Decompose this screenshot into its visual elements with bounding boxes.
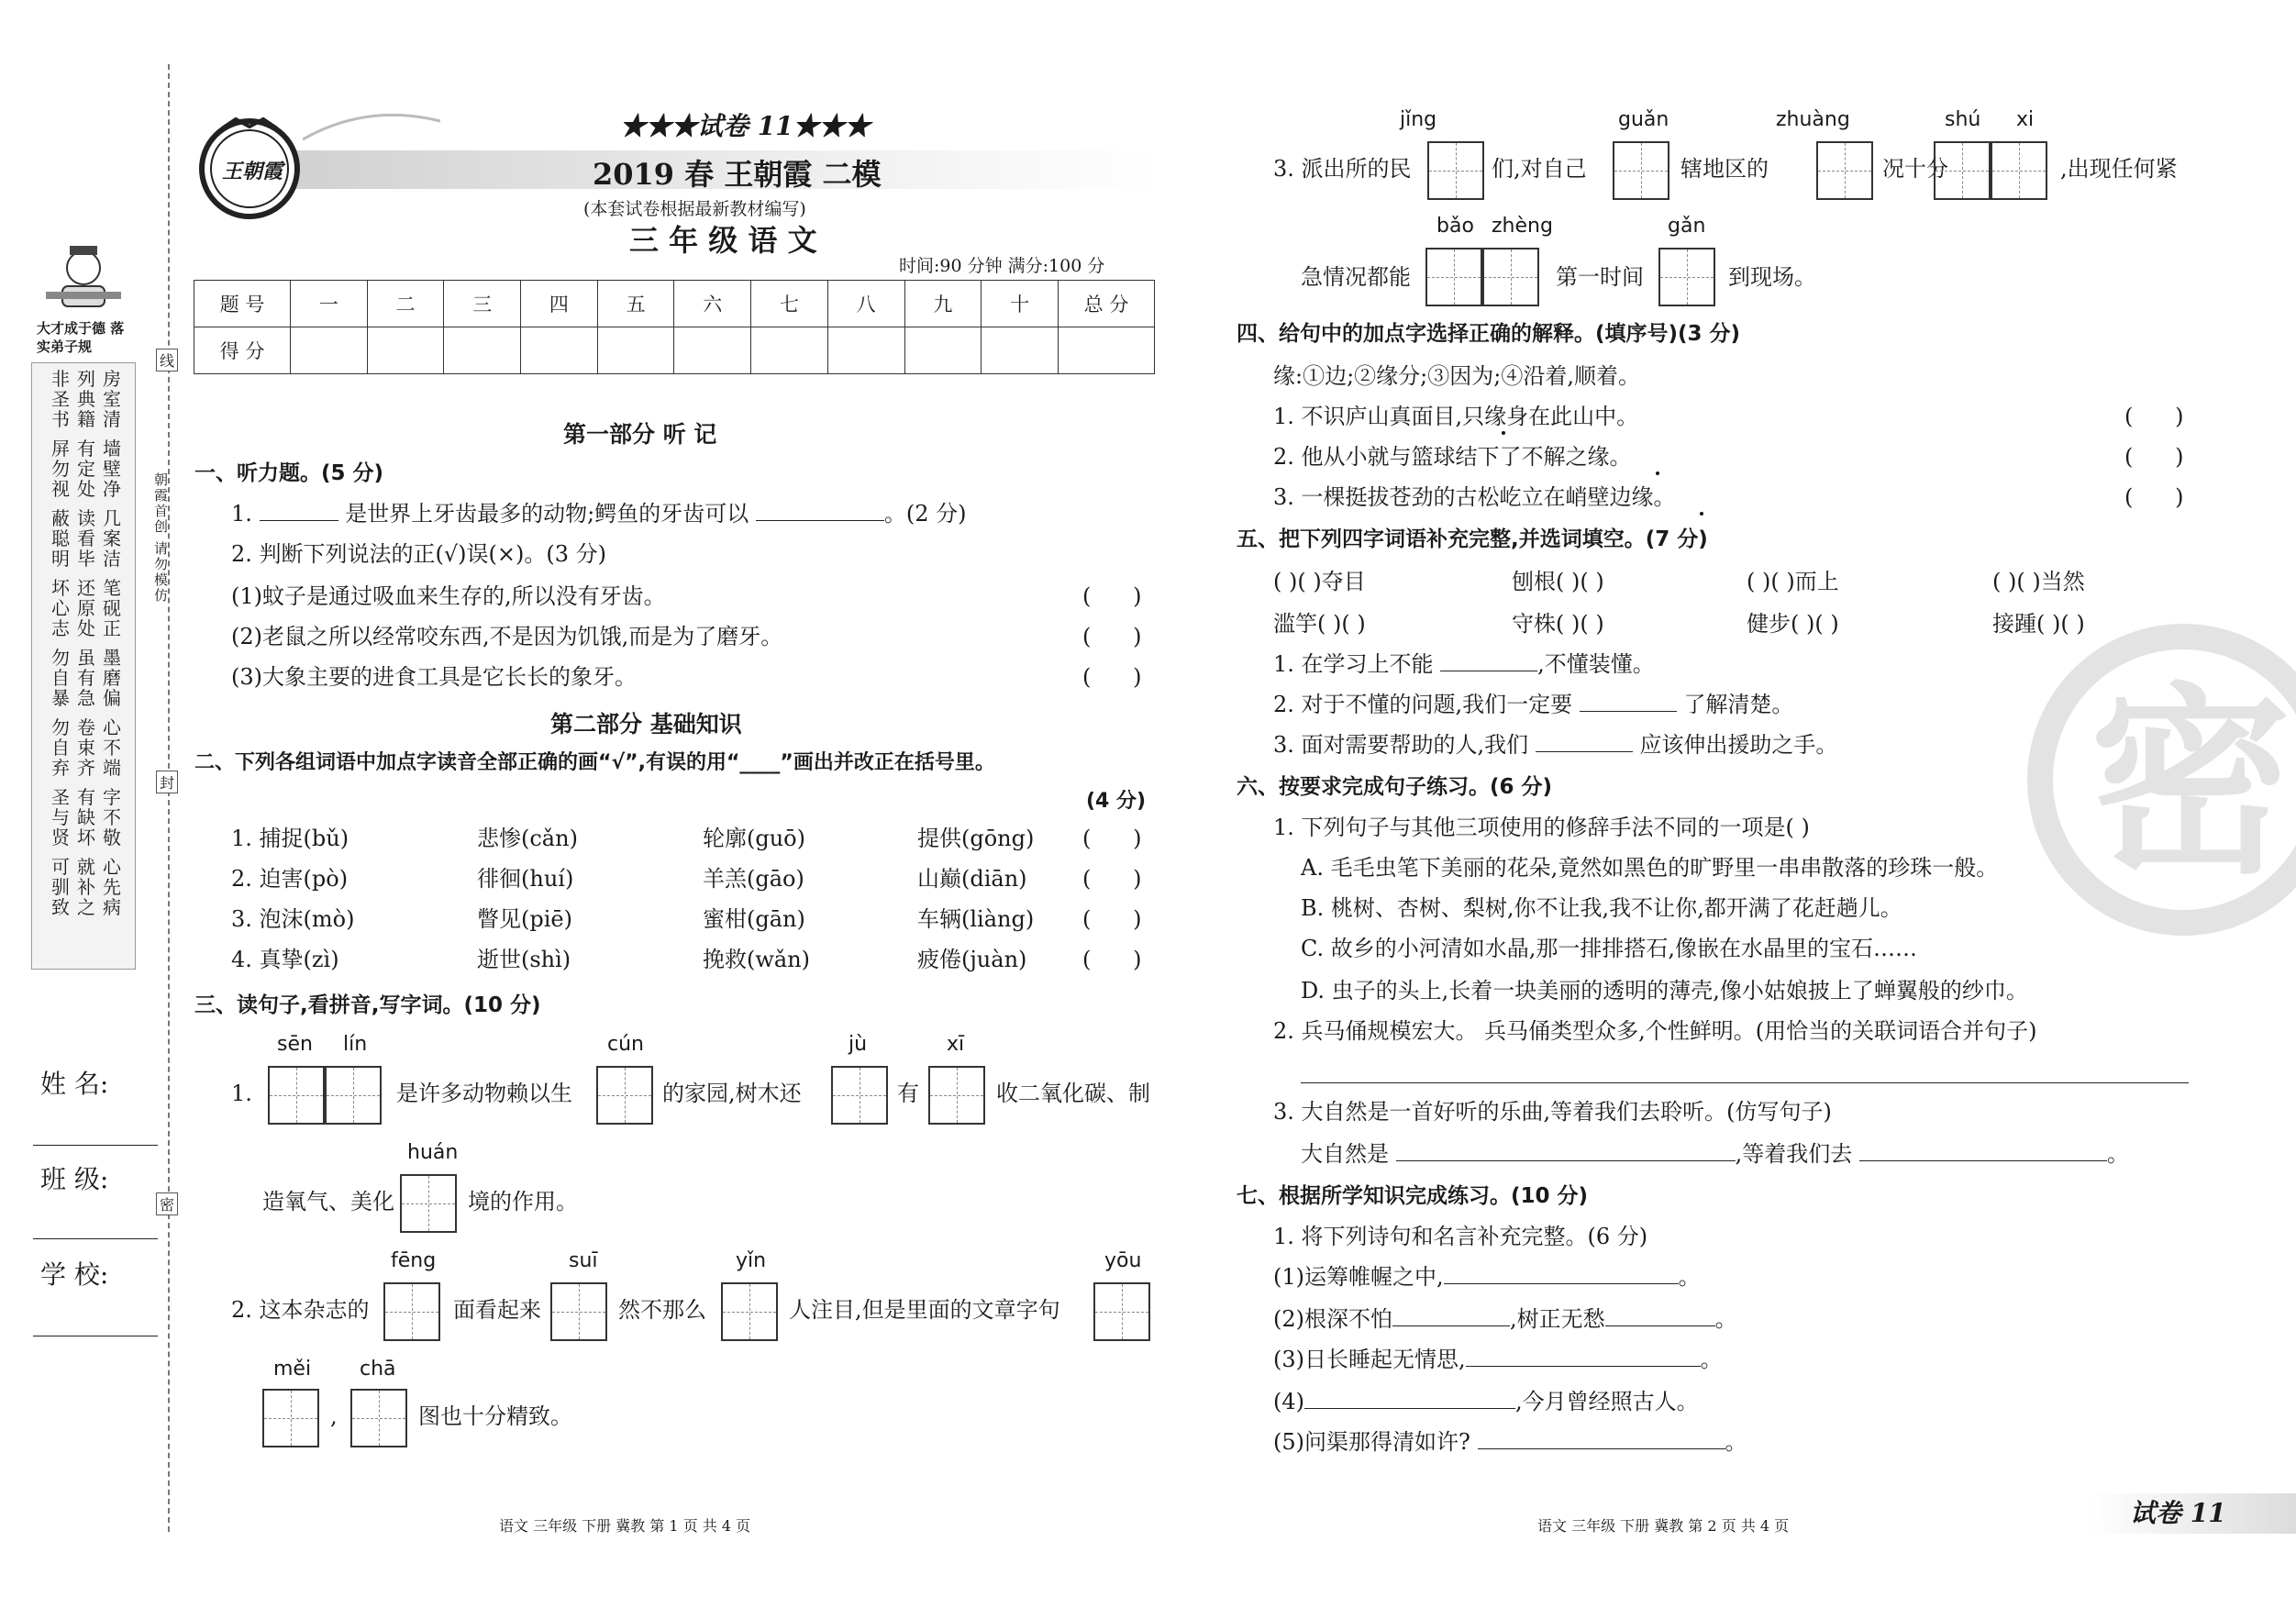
secret-stamp-watermark: [2027, 624, 2296, 936]
q7-p5a: (5)问渠那得清如许?: [1273, 1429, 1470, 1455]
score-header-cell: 七: [751, 281, 828, 327]
hanzi-writing-grid[interactable]: [1093, 1282, 1150, 1341]
q3-text: ,出现任何紧: [2060, 156, 2178, 182]
rule-phrase: 勿自暴: [51, 647, 70, 709]
hanzi-writing-grid[interactable]: [1427, 141, 1484, 200]
q2-word: 轮廓(guō): [703, 826, 805, 851]
hanzi-writing-grid[interactable]: [1658, 248, 1715, 306]
q6-s3-fill: [1301, 1141, 2129, 1167]
q2-word: 羊羔(gāo): [703, 866, 804, 892]
hanzi-writing-grid[interactable]: [550, 1282, 607, 1341]
score-label-cell: 得 分: [194, 327, 291, 374]
pinyin-label: zhuàng: [1776, 108, 1850, 131]
ribbon-decoration: [303, 103, 440, 149]
footer-left: 语文 三年级 下册 冀教 第 1 页 共 4 页: [499, 1517, 751, 1535]
rule-phrase: 屏勿视: [51, 438, 70, 500]
q7-p5b: 。: [1725, 1429, 1747, 1455]
q3-text: 辖地区的: [1680, 156, 1769, 182]
q1-title: 一、听力题。(5 分): [194, 461, 384, 485]
q2-title: 二、下列各组词语中加点字读音全部正确的画“√”,有误的用“____”画出并改正在括号里。: [194, 751, 995, 774]
q2-answer[interactable]: ( ): [1082, 866, 1142, 892]
hanzi-writing-grid[interactable]: [596, 1066, 653, 1125]
q1-answer-2[interactable]: ( ): [1082, 624, 1142, 649]
q3-text: 有: [897, 1081, 919, 1106]
rule-phrase: 非圣书: [51, 368, 70, 430]
rule-phrase: 可驯致: [51, 856, 70, 918]
q2-answer[interactable]: ( ): [1082, 826, 1142, 851]
q5-idiom[interactable]: 滥竽( )( ): [1273, 611, 1366, 637]
emphasis-dot: [1656, 471, 1659, 475]
class-field[interactable]: [33, 1238, 158, 1239]
pinyin-label: shú: [1945, 108, 1981, 131]
rule-phrase: 心先病: [103, 856, 121, 918]
q6-blank1[interactable]: [1396, 1142, 1736, 1161]
hanzi-writing-grid[interactable]: [721, 1282, 778, 1341]
q2-word: 1. 捕捉(bǔ): [231, 826, 349, 851]
exam-name: 2019 春 王朝霞 二模: [593, 157, 882, 192]
emphasis-dot: [1700, 512, 1703, 516]
q5-s1a: 1. 在学习上不能: [1273, 651, 1434, 677]
rules-col-3: [103, 369, 125, 926]
score-input-cell[interactable]: [597, 327, 674, 374]
q3-text: 然不那么: [618, 1297, 706, 1323]
hanzi-writing-grid[interactable]: [325, 1066, 382, 1125]
side-mark-mi: 密: [156, 1192, 178, 1215]
q2-answer[interactable]: ( ): [1082, 906, 1142, 932]
q3-text: 3. 派出所的民: [1273, 156, 1412, 182]
pinyin-label: bǎo: [1436, 215, 1474, 238]
pinyin-label: suī: [569, 1249, 598, 1272]
score-header-cell: 一: [291, 281, 368, 327]
score-input-cell[interactable]: [367, 327, 444, 374]
side-mark-feng: 封: [156, 771, 178, 793]
score-input-cell[interactable]: [904, 327, 982, 374]
q3-text: 到现场。: [1728, 264, 1816, 290]
rule-phrase: 读看毕: [77, 507, 95, 570]
score-input-cell[interactable]: [291, 327, 368, 374]
score-input-cell[interactable]: [827, 327, 904, 374]
rule-phrase: 蔽聪明: [51, 507, 70, 570]
class-label: 班 级:: [40, 1164, 109, 1194]
q7-p1: [1273, 1264, 1701, 1290]
hanzi-writing-grid[interactable]: [1816, 141, 1873, 200]
q5-idiom[interactable]: ( )( )夺目: [1273, 569, 1366, 594]
rule-phrase: 墨磨偏: [103, 647, 121, 709]
score-header-cell: 总 分: [1059, 281, 1155, 327]
q4-def: 缘:①边;②缘分;③因为;④沿着,顺着。: [1273, 363, 1640, 389]
score-header-cell: 二: [367, 281, 444, 327]
q6-s3: 3. 大自然是一首好听的乐曲,等着我们去聆听。(仿写句子): [1273, 1099, 1832, 1125]
pinyin-label: gǎn: [1668, 215, 1706, 238]
q6-s2-answer-line[interactable]: [1301, 1082, 2189, 1083]
score-input-cell[interactable]: [674, 327, 751, 374]
q6-option-b[interactable]: B. 桃树、杏树、梨树,你不让我,我不让你,都开满了花赶趟儿。: [1301, 895, 1902, 921]
hanzi-writing-grid[interactable]: [350, 1389, 407, 1447]
hanzi-writing-grid[interactable]: [1482, 248, 1539, 306]
pinyin-label: jù: [849, 1033, 868, 1056]
rule-phrase: 就补之: [77, 856, 95, 918]
hanzi-writing-grid[interactable]: [1425, 248, 1482, 306]
pinyin-label: xī: [947, 1033, 965, 1056]
q7-blank6[interactable]: [1478, 1430, 1725, 1449]
q3-text: ,: [330, 1403, 338, 1429]
q5-s3b: 应该伸出援助之手。: [1639, 732, 1838, 758]
time-score: 时间:90 分钟 满分:100 分: [899, 256, 1105, 276]
hanzi-writing-grid[interactable]: [268, 1066, 325, 1125]
q7-blank4[interactable]: [1466, 1347, 1701, 1367]
q2-word: 悲惨(cǎn): [477, 826, 578, 851]
score-table: [194, 280, 1155, 374]
q2-word: 瞥见(piē): [477, 906, 572, 932]
q2-word: 逝世(shì): [477, 947, 571, 972]
score-input-cell[interactable]: [982, 327, 1059, 374]
q3-text: 境的作用。: [468, 1189, 578, 1214]
q3-text: 1.: [231, 1081, 252, 1106]
score-header-cell: 五: [597, 281, 674, 327]
q3-text: 图也十分精致。: [418, 1403, 572, 1429]
pinyin-label: xi: [2016, 108, 2035, 131]
q5-blank1[interactable]: [1440, 652, 1537, 671]
part1-title: 第一部分 听 记: [563, 421, 717, 448]
q3-text: 们,对自己: [1492, 156, 1587, 182]
pinyin-label: fēng: [391, 1249, 437, 1272]
rule-phrase: 有缺坏: [77, 786, 95, 848]
footer-right: 语文 三年级 下册 冀教 第 2 页 共 4 页: [1537, 1517, 1790, 1535]
hanzi-writing-grid[interactable]: [1991, 141, 2047, 200]
q1-l1a: 1.: [231, 501, 252, 527]
q5-title: 五、把下列四字词语补充完整,并选词填空。(7 分): [1237, 527, 1708, 551]
q5-s3a: 3. 面对需要帮助的人,我们: [1273, 732, 1529, 758]
q5-idiom[interactable]: 健步( )( ): [1747, 611, 1839, 637]
q4-answer-1[interactable]: ( ): [2124, 404, 2184, 429]
q5-idiom[interactable]: 接踵( )( ): [1992, 611, 2085, 637]
score-header-cell: 三: [444, 281, 521, 327]
rule-phrase: 卷束齐: [77, 716, 95, 779]
q5-idiom[interactable]: ( )( )当然: [1992, 569, 2085, 594]
q6-s3b: ,等着我们去: [1735, 1141, 1853, 1167]
score-header-cell: 八: [827, 281, 904, 327]
q3-text: 造氧气、美化: [262, 1189, 394, 1214]
pinyin-label: guǎn: [1618, 108, 1669, 131]
q2-word: 蜜柑(gān): [703, 906, 805, 932]
rule-phrase: 坏心志: [51, 577, 70, 639]
q6-option-c[interactable]: C. 故乡的小河清如水晶,那一排排搭石,像嵌在水晶里的宝石……: [1301, 936, 1918, 961]
rules-col-1: [51, 369, 73, 926]
q1-l1c: 。(2 分): [883, 501, 967, 527]
score-header-cell: 十: [982, 281, 1059, 327]
rule-phrase: 勿自弃: [51, 716, 70, 779]
subject-title: 三 年 级 语 文: [629, 223, 817, 258]
q5-s1: [1273, 651, 1655, 677]
q2-word: 4. 真挚(zì): [231, 947, 339, 972]
q5-s3: [1273, 732, 1837, 758]
pinyin-label: yōu: [1104, 1249, 1142, 1272]
q5-blank3[interactable]: [1536, 733, 1633, 752]
corner-label: 试卷 11: [2130, 1498, 2226, 1528]
q7-title: 七、根据所学知识完成练习。(10 分): [1237, 1184, 1589, 1208]
q1-l1b: 是世界上牙齿最多的动物;鳄鱼的牙齿可以: [345, 501, 749, 527]
school-label: 学 校:: [40, 1259, 109, 1290]
q5-idiom[interactable]: 刨根( )( ): [1512, 569, 1604, 594]
q2-word: 3. 泡沫(mò): [231, 906, 355, 932]
exam-number-title: ★★★试卷 11★★★: [620, 111, 871, 141]
pinyin-label: yǐn: [736, 1249, 767, 1272]
emphasis-dot: [1502, 431, 1505, 435]
q3-text: 急情况都能: [1301, 264, 1411, 290]
q7-p4: [1273, 1389, 1699, 1414]
q6-s3a: 大自然是: [1301, 1141, 1389, 1167]
score-header-cell: 六: [674, 281, 751, 327]
q6-option-d[interactable]: D. 虫子的头上,长着一块美丽的透明的薄壳,像小姑娘披上了蝉翼般的纱巾。: [1301, 978, 2028, 1004]
q1-blank1[interactable]: [260, 502, 338, 521]
q5-blank2[interactable]: [1580, 693, 1677, 712]
q3-text: 的家园,树木还: [662, 1081, 802, 1106]
q7-p4a: (4): [1273, 1389, 1304, 1414]
q4-s1: 1. 不识庐山真面目,只缘身在此山中。: [1273, 404, 1639, 429]
q3-text: 人注目,但是里面的文章字句: [789, 1297, 1060, 1323]
rule-phrase: 有定处: [77, 438, 95, 500]
logo-text: 王朝霞: [222, 160, 283, 183]
q3-text: 况十分: [1882, 156, 1948, 182]
logo-emblem: [194, 112, 305, 222]
q7-p3a: (3)日长睡起无情思,: [1273, 1347, 1466, 1372]
q2-score: (4 分): [1086, 790, 1147, 813]
q1-answer-1[interactable]: ( ): [1082, 583, 1142, 609]
q7-s1: 1. 将下列诗句和名言补充完整。(6 分): [1273, 1224, 1648, 1249]
q7-p1b: 。: [1678, 1264, 1701, 1290]
hanzi-writing-grid[interactable]: [262, 1389, 319, 1447]
q3-text: 收二氧化碳、制: [996, 1081, 1150, 1106]
q2-word: 挽救(wǎn): [703, 947, 811, 972]
q2-word: 徘徊(huí): [477, 866, 574, 892]
q7-p3b: 。: [1700, 1347, 1723, 1372]
rule-phrase: 房室清: [103, 368, 121, 430]
q4-answer-3[interactable]: ( ): [2124, 484, 2184, 510]
score-input-cell[interactable]: [521, 327, 598, 374]
q2-word: 车辆(liàng): [917, 906, 1035, 932]
q1-s1: (1)蚊子是通过吸血来生存的,所以没有牙齿。: [231, 583, 666, 609]
name-field[interactable]: [33, 1145, 158, 1146]
q6-blank2[interactable]: [1859, 1142, 2107, 1161]
q2-word: 提供(gōng): [917, 826, 1035, 851]
q4-s3: 3. 一棵挺拔苍劲的古松屹立在峭壁边缘。: [1273, 484, 1676, 510]
q2-word: 山巅(diān): [917, 866, 1027, 892]
score-header-cell: 四: [521, 281, 598, 327]
pinyin-label: cún: [607, 1033, 644, 1056]
exam-note: (本套试卷根据最新教材编写): [583, 199, 806, 219]
q7-p5: [1273, 1429, 1747, 1455]
q2-word: 2. 迫害(pò): [231, 866, 349, 892]
score-input-cell[interactable]: [444, 327, 521, 374]
pinyin-label: lín: [343, 1033, 368, 1056]
hanzi-writing-grid[interactable]: [1613, 141, 1669, 200]
q4-title: 四、给句中的加点字选择正确的解释。(填序号)(3 分): [1237, 322, 1741, 346]
pinyin-label: chā: [360, 1358, 396, 1381]
rule-phrase: 还原处: [77, 577, 95, 639]
q1-line1: [231, 501, 967, 527]
q2-word: 疲倦(juàn): [917, 947, 1027, 972]
mascot-figure: [42, 240, 125, 314]
watermark-char: 密: [2090, 663, 2292, 901]
hanzi-writing-grid[interactable]: [400, 1174, 457, 1233]
q7-p2: [1273, 1306, 1737, 1332]
binding-dashed-line: [168, 64, 170, 1532]
q7-p2a: (2)根深不怕: [1273, 1306, 1392, 1332]
q6-s1: 1. 下列句子与其他三项使用的修辞手法不同的一项是( ): [1273, 815, 1810, 840]
rule-phrase: 心不端: [103, 716, 121, 779]
q4-s2: 2. 他从小就与篮球结下了不解之缘。: [1273, 444, 1632, 470]
score-header-cell: 题 号: [194, 281, 291, 327]
pinyin-label: jǐng: [1400, 108, 1437, 131]
q1-s3: (3)大象主要的进食工具是它长长的象牙。: [231, 664, 637, 690]
score-input-cell[interactable]: [1059, 327, 1155, 374]
q5-idiom[interactable]: ( )( )而上: [1747, 569, 1839, 594]
side-mark-copyright: 朝霞首创 请勿模仿: [152, 472, 169, 604]
q7-p1a: (1)运筹帷幄之中,: [1273, 1264, 1444, 1290]
hanzi-writing-grid[interactable]: [928, 1066, 985, 1125]
rule-phrase: 虽有急: [77, 647, 95, 709]
q5-s1b: ,不懂装懂。: [1537, 651, 1655, 677]
motto-text: 大才成于德 落实弟子规: [37, 320, 125, 355]
rule-phrase: 圣与贤: [51, 786, 70, 848]
q7-p2c: 。: [1714, 1306, 1737, 1332]
q1-answer-3[interactable]: ( ): [1082, 664, 1142, 690]
q7-blank1[interactable]: [1444, 1265, 1679, 1284]
q1-s2: (2)老鼠之所以经常咬东西,不是因为饥饿,而是为了磨牙。: [231, 624, 783, 649]
hanzi-writing-grid[interactable]: [831, 1066, 888, 1125]
pinyin-label: sēn: [277, 1033, 313, 1056]
q2-answer[interactable]: ( ): [1082, 947, 1142, 972]
rules-col-2: [77, 369, 99, 926]
side-mark-xian: 线: [156, 349, 178, 372]
rule-phrase: 墙壁净: [103, 438, 121, 500]
pinyin-label: huán: [407, 1141, 459, 1164]
pinyin-label: zhèng: [1492, 215, 1553, 238]
rule-phrase: 字不敬: [103, 786, 121, 848]
q3-text: 2. 这本杂志的: [231, 1297, 370, 1323]
hanzi-writing-grid[interactable]: [1934, 141, 1991, 200]
score-header-cell: 九: [904, 281, 982, 327]
name-label: 姓 名:: [40, 1069, 109, 1099]
rule-phrase: 列典籍: [77, 368, 95, 430]
score-input-cell[interactable]: [751, 327, 828, 374]
q7-blank3[interactable]: [1605, 1307, 1715, 1326]
q5-idiom[interactable]: 守株( )( ): [1512, 611, 1604, 637]
q3-title: 三、读句子,看拼音,写字词。(10 分): [194, 993, 541, 1017]
q7-blank2[interactable]: [1392, 1307, 1510, 1326]
q5-s2: [1273, 692, 1793, 717]
q4-answer-2[interactable]: ( ): [2124, 444, 2184, 470]
q7-blank5[interactable]: [1304, 1390, 1515, 1409]
q7-p2b: ,树正无愁: [1510, 1306, 1605, 1332]
q7-p3: [1273, 1347, 1723, 1372]
q3-text: 第一时间: [1556, 264, 1644, 290]
q5-s2b: 了解清楚。: [1683, 692, 1794, 717]
rule-phrase: 笔砚正: [103, 577, 121, 639]
q6-s3c: 。: [2106, 1141, 2129, 1167]
q6-option-a[interactable]: A. 毛毛虫笔下美丽的花朵,竟然如黑色的旷野里一串串散落的珍珠一般。: [1301, 855, 1999, 881]
q1-line2: 2. 判断下列说法的正(√)误(×)。(3 分): [231, 541, 607, 567]
rules-columns: [37, 369, 132, 965]
q6-title: 六、按要求完成句子练习。(6 分): [1237, 775, 1553, 799]
pinyin-label: měi: [273, 1358, 312, 1381]
rule-phrase: 几案洁: [103, 507, 121, 570]
q6-s2: 2. 兵马俑规模宏大。 兵马俑类型众多,个性鲜明。(用恰当的关联词语合并句子): [1273, 1018, 2037, 1044]
hanzi-writing-grid[interactable]: [383, 1282, 440, 1341]
q7-p4b: ,今月曾经照古人。: [1515, 1389, 1699, 1414]
q1-blank2[interactable]: [756, 502, 884, 521]
q5-s2a: 2. 对于不懂的问题,我们一定要: [1273, 692, 1573, 717]
part2-title: 第二部分 基础知识: [550, 711, 742, 738]
q3-text: 面看起来: [453, 1297, 541, 1323]
q3-text: 是许多动物赖以生: [396, 1081, 572, 1106]
